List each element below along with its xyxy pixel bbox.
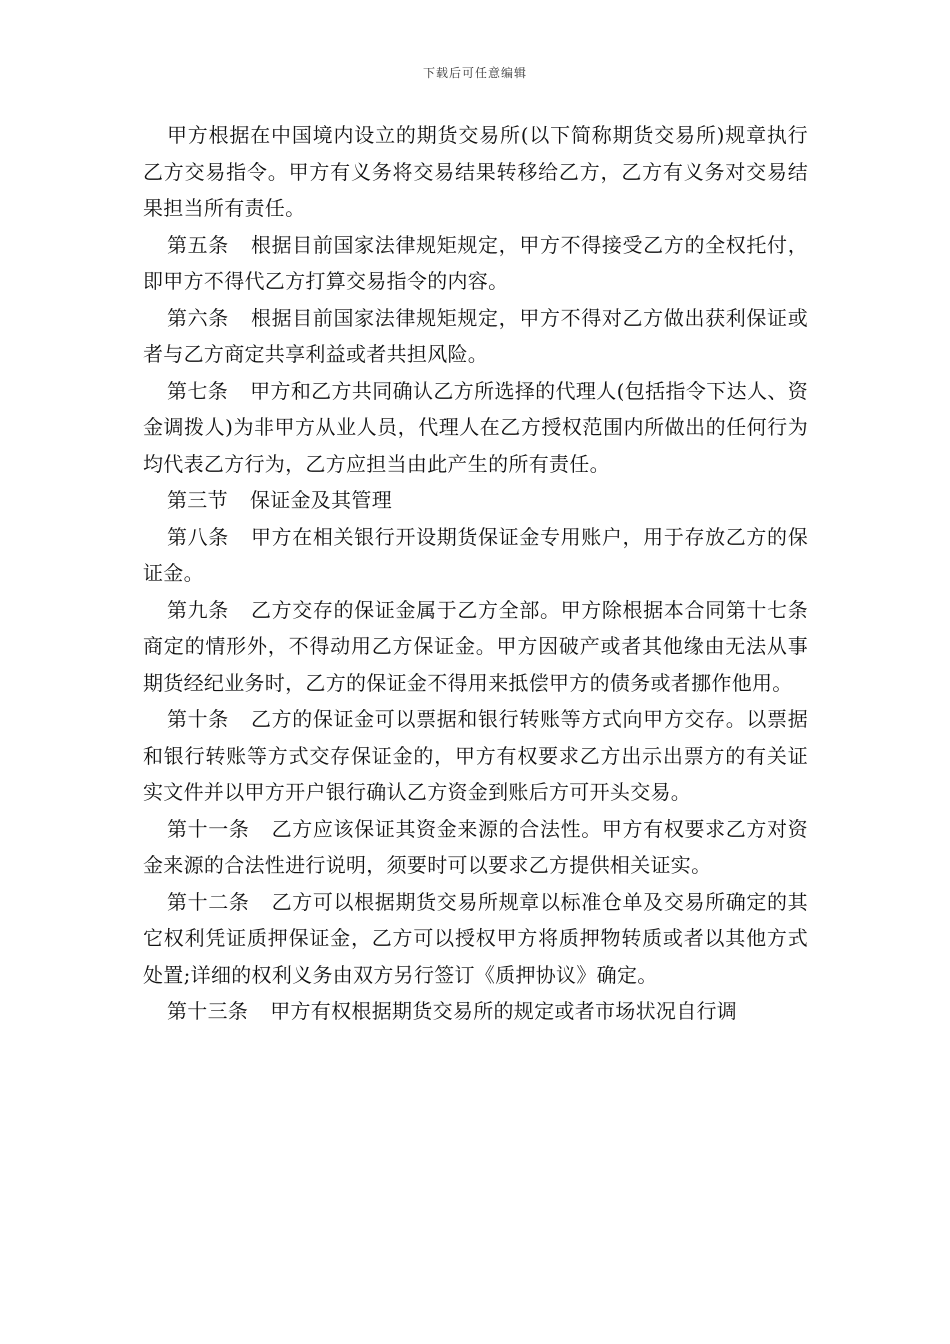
article-11 <box>143 811 808 884</box>
article-number: 第十二条 <box>167 889 250 914</box>
article-text: 乙方交存的保证金属于乙方全部。甲方除根据本合同第十七条商定的情形外，不得动用乙方保证金。甲方因破产或者其他缘由无法从事期货经纪业务时，乙方的保证金不得用来抵偿甲方的债务或者挪作他用。 <box>143 597 808 695</box>
article-12 <box>143 884 808 994</box>
article-text: 甲方在相关银行开设期货保证金专用账户，用于存放乙方的保证金。 <box>143 524 808 585</box>
article-number: 第十三条 <box>167 999 249 1023</box>
section-number: 第三节 <box>167 488 228 512</box>
section-3-heading <box>143 482 808 519</box>
article-10 <box>143 701 808 811</box>
article-number: 第十一条 <box>167 816 250 841</box>
document-body <box>143 117 808 1030</box>
article-text: 根据目前国家法律规矩规定，甲方不得接受乙方的全权托付，即甲方不得代乙方打算交易指令的内容。 <box>143 232 808 293</box>
article-6 <box>143 300 808 373</box>
paragraph-intro <box>143 117 808 227</box>
article-13 <box>143 993 808 1030</box>
article-text: 乙方的保证金可以票据和银行转账等方式向甲方交存。以票据和银行转账等方式交存保证金的，甲方有权要求乙方出示出票方的有关证实文件并以甲方开户银行确认乙方资金到账后方可开头交易。 <box>143 707 808 804</box>
article-number: 第九条 <box>167 597 229 622</box>
article-text: 甲方和乙方共同确认乙方所选择的代理人(包括指令下达人、资金调拨人)为非甲方从业人员，代理人在乙方授权范围内所做出的任何行为均代表乙方行为，乙方应担当由此产生的所有责任。 <box>143 378 808 476</box>
article-text: 甲方有权根据期货交易所的规定或者市场状况自行调 <box>270 999 738 1023</box>
article-5 <box>143 227 808 300</box>
article-text: 乙方可以根据期货交易所规章以标准仓单及交易所确定的其它权利凭证质押保证金，乙方可以授权甲方将质押物转质或者以其他方式处置;详细的权利义务由双方另行签订《质押协议》确定。 <box>143 889 808 987</box>
article-number: 第五条 <box>167 232 229 257</box>
article-number: 第七条 <box>167 378 229 403</box>
article-9 <box>143 592 808 702</box>
article-7 <box>143 373 808 483</box>
article-number: 第八条 <box>167 524 229 549</box>
paragraph-text: 甲方根据在中国境内设立的期货交易所(以下简称期货交易所)规章执行乙方交易指令。甲方有义务将交易结果转移给乙方，乙方有义务对交易结果担当所有责任。 <box>143 123 808 220</box>
article-number: 第六条 <box>167 305 229 330</box>
article-8 <box>143 519 808 592</box>
article-text: 乙方应该保证其资金来源的合法性。甲方有权要求乙方对资金来源的合法性进行说明，须要时可以要求乙方提供相关证实。 <box>143 816 808 877</box>
article-number: 第十条 <box>167 707 229 731</box>
page-header: 下载后可任意编辑 <box>422 66 527 80</box>
article-text: 根据目前国家法律规矩规定，甲方不得对乙方做出获利保证或者与乙方商定共享利益或者共担风险。 <box>143 305 808 366</box>
section-title: 保证金及其管理 <box>249 488 393 512</box>
